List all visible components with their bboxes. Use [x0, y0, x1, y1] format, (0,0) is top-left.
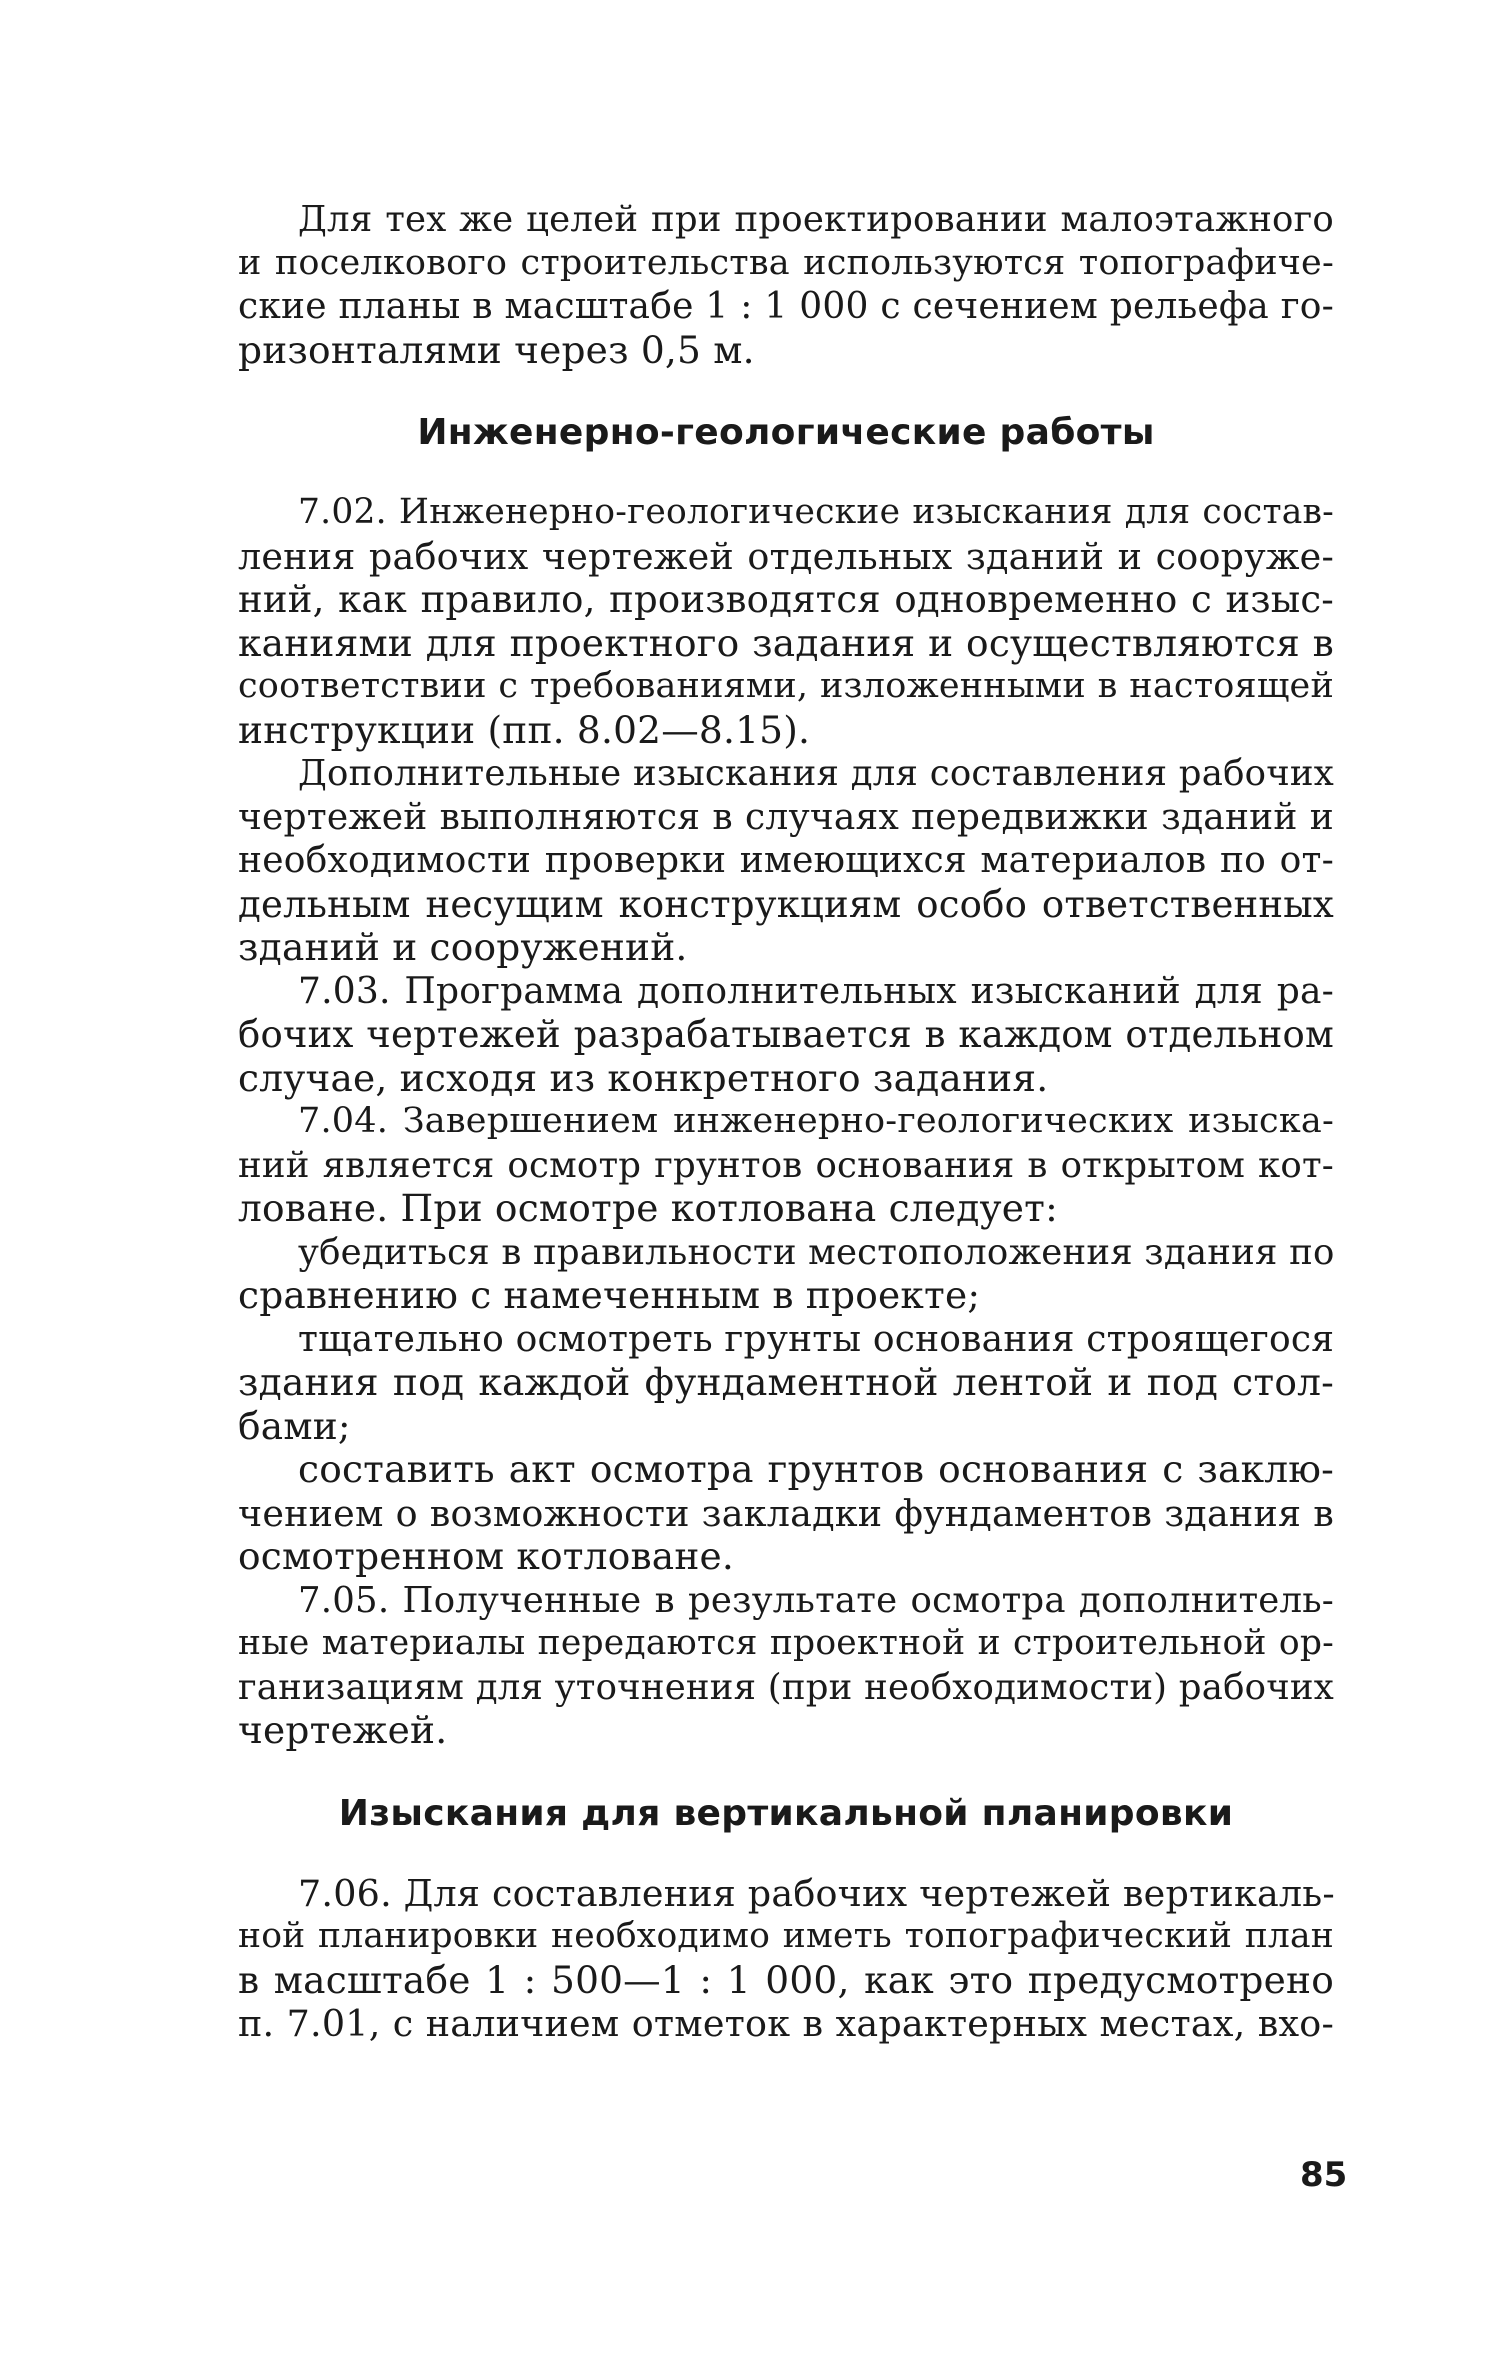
list-item-check-location: [238, 1231, 1334, 1318]
text-line: 7.02. Инженерно-геологические изыскания для состав-: [298, 492, 1334, 532]
paragraph-7-06: [238, 1872, 1334, 2046]
text-line: ной планировки необходимо иметь топографический план: [238, 1916, 1334, 1956]
section-heading-vertical-planning: Изыскания для вертикальной планировки: [338, 1792, 1234, 1834]
text-line: ганизациям для уточнения (при необходимости) рабочих: [238, 1666, 1334, 1708]
text-line: осмотренном котловане.: [238, 1534, 735, 1578]
text-line: чертежей.: [238, 1708, 448, 1752]
text-line: ские планы в масштабе 1 : 1 000 с сечением рельефа го-: [238, 286, 1334, 327]
text-line: случае, исходя из конкретного задания.: [238, 1055, 1049, 1100]
text-line: ризонталями через 0,5 м.: [238, 327, 755, 372]
text-line: чением о возможности закладки фундаментов здания в: [238, 1491, 1334, 1535]
text-line: сравнению с намеченным в проекте;: [238, 1273, 981, 1317]
text-line: здания под каждой фундаментной лентой и под стол-: [238, 1360, 1334, 1404]
text-line: в масштабе 1 : 500—1 : 1 000, как это предусмотрено: [238, 1957, 1334, 2002]
paragraph-additional-surveys: [238, 752, 1334, 970]
paragraph-7-02: [238, 491, 1334, 752]
text-line: ний является осмотр грунтов основания в открытом кот-: [238, 1144, 1334, 1186]
text-line: 7.06. Для составления рабочих чертежей вертикаль-: [298, 1871, 1335, 1915]
list-item-inspect-soils: [238, 1318, 1334, 1449]
text-line: Для тех же целей при проектировании малоэтажного: [298, 199, 1334, 240]
paragraph-7-04: [238, 1100, 1334, 1231]
text-line: инструкции (пп. 8.02—8.15).: [238, 707, 811, 752]
text-line: необходимости проверки имеющихся материалов по от-: [238, 840, 1334, 881]
text-line: 7.03. Программа дополнительных изысканий для ра-: [298, 970, 1334, 1012]
text-line: 7.04. Завершением инженерно-геологических изыска-: [298, 1101, 1334, 1141]
text-line: составить акт осмотра грунтов основания с заклю-: [298, 1447, 1334, 1491]
text-line: чертежей выполняются в случаях передвижки зданий и: [238, 796, 1334, 838]
text-line: и поселкового строительства используются топографиче-: [238, 242, 1334, 283]
page-body: [238, 198, 1334, 2046]
intro-paragraph: [238, 198, 1334, 372]
text-line: ления рабочих чертежей отдельных зданий и сооруже-: [238, 534, 1334, 578]
text-line: ловане. При осмотре котлована следует:: [238, 1186, 1058, 1230]
text-line: зданий и сооружений.: [238, 925, 688, 969]
text-line: каниями для проектного задания и осуществляются в: [238, 620, 1334, 665]
paragraph-7-05: [238, 1579, 1334, 1753]
text-line: 7.05. Полученные в результате осмотра дополнитель-: [298, 1579, 1334, 1621]
text-line: дельным несущим конструкциям особо ответственных: [238, 882, 1334, 926]
text-line: тщательно осмотреть грунты основания строящегося: [298, 1318, 1335, 1360]
page-number: 85: [1300, 2155, 1348, 2195]
text-line: убедиться в правильности местоположения здания по: [298, 1231, 1335, 1273]
text-line: бочих чертежей разрабатывается в каждом отдельном: [238, 1013, 1334, 1056]
text-line: бами;: [238, 1403, 351, 1448]
text-line: соответствии с требованиями, изложенными в настоящей: [238, 666, 1334, 706]
section-heading-engineering-geology: Инженерно-геологические работы: [417, 412, 1155, 453]
text-line: ний, как правило, производятся одновременно с изыс-: [238, 578, 1334, 621]
text-line: Дополнительные изыскания для составления рабочих: [298, 753, 1334, 794]
paragraph-7-03: [238, 970, 1334, 1101]
list-item-draw-up-act: [238, 1448, 1334, 1579]
text-line: ные материалы передаются проектной и строительной ор-: [238, 1623, 1334, 1663]
text-line: п. 7.01, с наличием отметок в характерных местах, вхо-: [238, 2002, 1334, 2045]
